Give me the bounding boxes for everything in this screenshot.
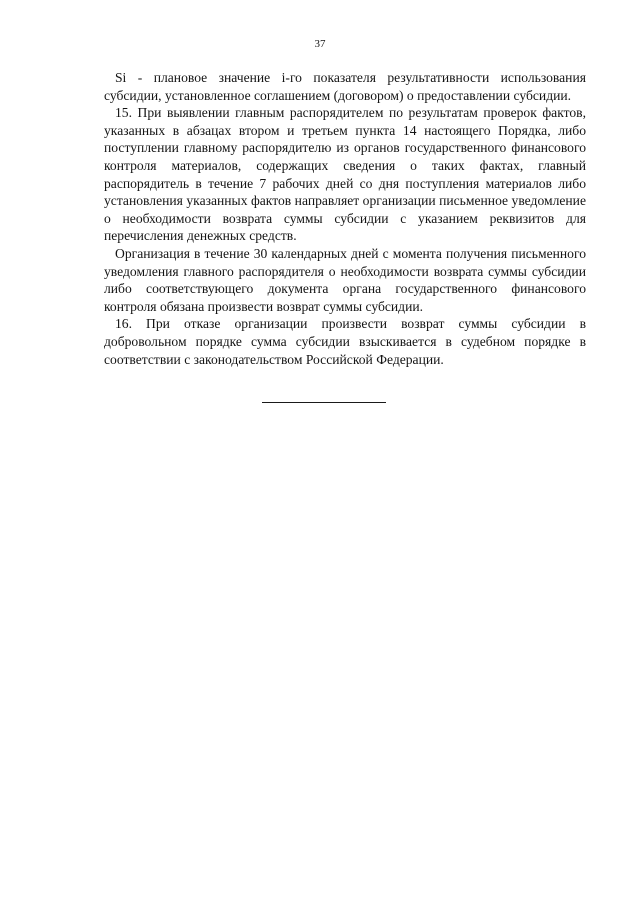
page-number: 37 xyxy=(314,38,326,50)
end-separator-line xyxy=(262,402,386,403)
paragraph-item-15: 15. При выявлении главным распорядителем по результатам проверок фактов, указанных в абзацах втором и третьем пункта 14 настоящего Порядка, либо поступлении главному распорядителю из органов государственного финансового контроля материалов, содержащих сведения о таких фактах, главный распорядитель в течение 7 рабочих дней со дня поступления материалов либо установления указанных фактов направляет организации письменное уведомление о необходимости возврата суммы субсидии с указанием реквизитов для перечисления денежных средств. xyxy=(104,105,586,244)
paragraph-si-definition: Si - плановое значение i-го показателя результативности использования субсидии, установленное соглашением (договором) о предоставлении субсидии. xyxy=(104,70,586,103)
paragraph-organization-return: Организация в течение 30 календарных дней с момента получения письменного уведомления главного распорядителя о необходимости возврата суммы субсидии либо соответствующего документа органа государственного финансового контроля обязана произвести возврат суммы субсидии. xyxy=(104,245,586,314)
paragraph-item-16: 16. При отказе организации произвести возврат суммы субсидии в добровольном порядке сумма субсидии взыскивается в судебном порядке в соответствии с законодательством Российской Федерации. xyxy=(104,316,586,367)
document-body xyxy=(104,69,586,368)
